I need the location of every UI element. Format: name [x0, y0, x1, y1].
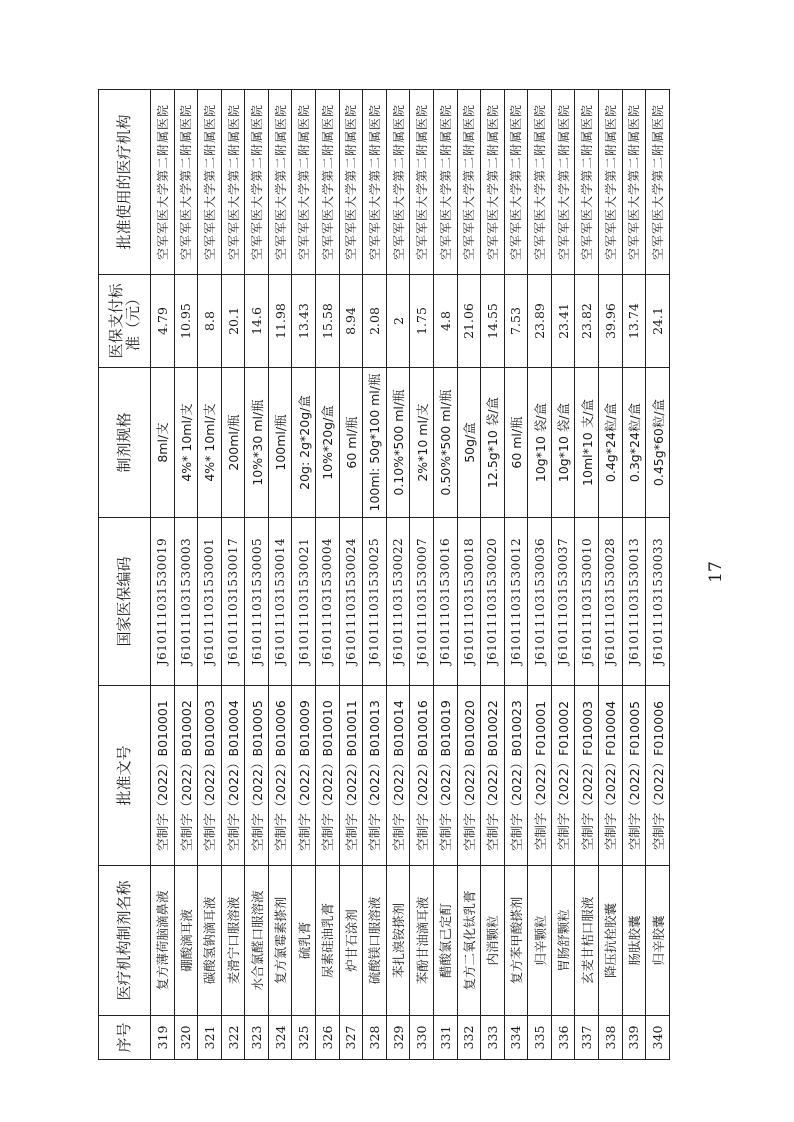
cell-index: 336 [551, 1016, 575, 1060]
cell-code: J610111031530013 [622, 518, 646, 686]
cell-name: 玄麦甘桔口服液 [575, 866, 599, 1016]
cell-approval: 空制字（2022）B010002 [174, 686, 198, 866]
cell-approval: 空制字（2022）B010013 [363, 686, 387, 866]
cell-index: 337 [575, 1016, 599, 1060]
cell-name: 复方二氧化钛乳膏 [457, 866, 481, 1016]
cell-spec: 0.45g*60粒/盒 [646, 368, 670, 518]
cell-approval: 空制字（2022）F010006 [646, 686, 670, 866]
cell-price: 11.98 [268, 275, 292, 368]
cell-institution: 空军军医大学第二附属医院 [386, 90, 410, 275]
cell-approval: 空制字（2022）B010010 [316, 686, 340, 866]
table-row [410, 90, 434, 1060]
cell-spec: 2%*10 ml/支 [410, 368, 434, 518]
cell-approval: 空制字（2022）B010005 [245, 686, 269, 866]
cell-name: 碳酸氢钠滴耳液 [198, 866, 222, 1016]
cell-name: 肠肽胶囊 [622, 866, 646, 1016]
header-code: 国家医保编码 [99, 518, 151, 686]
table-row [268, 90, 292, 1060]
header-institution: 批准使用的医疗机构 [99, 90, 151, 275]
cell-name: 降压抗栓胶囊 [598, 866, 622, 1016]
cell-code: J610111031530024 [339, 518, 363, 686]
cell-code: J610111031530019 [151, 518, 175, 686]
cell-name: 硫酸镁口服溶液 [363, 866, 387, 1016]
table-row [646, 90, 670, 1060]
cell-code: J610111031530037 [551, 518, 575, 686]
cell-spec: 10ml*10 支/盒 [575, 368, 599, 518]
cell-code: J610111031530028 [598, 518, 622, 686]
page-number: 17 [706, 561, 726, 583]
table-row [245, 90, 269, 1060]
cell-spec: 10%*30 ml/瓶 [245, 368, 269, 518]
cell-price: 7.53 [504, 275, 528, 368]
header-price: 医保支付标准（元） [99, 275, 151, 368]
cell-index: 320 [174, 1016, 198, 1060]
cell-price: 4.8 [433, 275, 457, 368]
cell-institution: 空军军医大学第二附属医院 [410, 90, 434, 275]
cell-price: 4.79 [151, 275, 175, 368]
table-row [598, 90, 622, 1060]
cell-code: J610111031530022 [386, 518, 410, 686]
table-row [198, 90, 222, 1060]
cell-institution: 空军军医大学第二附属医院 [481, 90, 505, 275]
cell-approval: 空制字（2022）B010023 [504, 686, 528, 866]
table-row [174, 90, 198, 1060]
cell-index: 327 [339, 1016, 363, 1060]
cell-name: 复方薄荷脑滴鼻液 [151, 866, 175, 1016]
cell-institution: 空军军医大学第二附属医院 [245, 90, 269, 275]
cell-code: J610111031530016 [433, 518, 457, 686]
cell-price: 23.41 [551, 275, 575, 368]
cell-index: 330 [410, 1016, 434, 1060]
cell-spec: 20g: 2g*20g/盒 [292, 368, 316, 518]
cell-approval: 空制字（2022）B010020 [457, 686, 481, 866]
cell-spec: 100ml/瓶 [268, 368, 292, 518]
cell-institution: 空军军医大学第二附属医院 [363, 90, 387, 275]
cell-spec: 100ml: 50g*100 ml/瓶 [363, 368, 387, 518]
cell-spec: 200ml/瓶 [221, 368, 245, 518]
cell-index: 324 [268, 1016, 292, 1060]
table-row [316, 90, 340, 1060]
cell-index: 325 [292, 1016, 316, 1060]
cell-institution: 空军军医大学第二附属医院 [598, 90, 622, 275]
cell-price: 2.08 [363, 275, 387, 368]
cell-institution: 空军军医大学第二附属医院 [339, 90, 363, 275]
cell-institution: 空军军医大学第二附属医院 [646, 90, 670, 275]
cell-index: 322 [221, 1016, 245, 1060]
cell-spec: 4%* 10ml/支 [198, 368, 222, 518]
cell-code: J610111031530021 [292, 518, 316, 686]
cell-code: J610111031530017 [221, 518, 245, 686]
cell-institution: 空军军医大学第二附属医院 [457, 90, 481, 275]
cell-code: J610111031530025 [363, 518, 387, 686]
table-row [622, 90, 646, 1060]
cell-index: 326 [316, 1016, 340, 1060]
cell-name: 炉甘石涂剂 [339, 866, 363, 1016]
cell-name: 归辛胶囊 [646, 866, 670, 1016]
table-row [457, 90, 481, 1060]
cell-institution: 空军军医大学第二附属医院 [528, 90, 552, 275]
cell-name: 硫乳膏 [292, 866, 316, 1016]
cell-name: 麦滑宁口服溶液 [221, 866, 245, 1016]
table-row [551, 90, 575, 1060]
cell-index: 328 [363, 1016, 387, 1060]
cell-code: J610111031530018 [457, 518, 481, 686]
cell-price: 8.8 [198, 275, 222, 368]
cell-price: 39.96 [598, 275, 622, 368]
cell-approval: 空制字（2022）B010014 [386, 686, 410, 866]
cell-approval: 空制字（2022）F010004 [598, 686, 622, 866]
cell-spec: 10g*10 袋/盒 [528, 368, 552, 518]
cell-institution: 空军军医大学第二附属医院 [433, 90, 457, 275]
cell-code: J610111031530003 [174, 518, 198, 686]
cell-index: 332 [457, 1016, 481, 1060]
table-row [504, 90, 528, 1060]
cell-institution: 空军军医大学第二附属医院 [174, 90, 198, 275]
cell-price: 24.1 [646, 275, 670, 368]
cell-index: 339 [622, 1016, 646, 1060]
cell-price: 21.06 [457, 275, 481, 368]
cell-index: 321 [198, 1016, 222, 1060]
header-row [99, 90, 151, 1060]
cell-institution: 空军军医大学第二附属医院 [292, 90, 316, 275]
cell-institution: 空军军医大学第二附属医院 [268, 90, 292, 275]
cell-institution: 空军军医大学第二附属医院 [316, 90, 340, 275]
table-row [292, 90, 316, 1060]
rotated-table-container [98, 90, 670, 1060]
table-row [363, 90, 387, 1060]
cell-price: 14.6 [245, 275, 269, 368]
cell-price: 15.58 [316, 275, 340, 368]
table-row [528, 90, 552, 1060]
cell-price: 23.89 [528, 275, 552, 368]
table-row [221, 90, 245, 1060]
cell-code: J610111031530005 [245, 518, 269, 686]
cell-approval: 空制字（2022）F010002 [551, 686, 575, 866]
cell-institution: 空军军医大学第二附属医院 [151, 90, 175, 275]
cell-index: 331 [433, 1016, 457, 1060]
table-row [433, 90, 457, 1060]
cell-institution: 空军军医大学第二附属医院 [551, 90, 575, 275]
cell-price: 14.55 [481, 275, 505, 368]
cell-index: 340 [646, 1016, 670, 1060]
table-row [481, 90, 505, 1060]
cell-price: 1.75 [410, 275, 434, 368]
cell-spec: 12.5g*10 袋/盒 [481, 368, 505, 518]
cell-name: 尿素硅油乳膏 [316, 866, 340, 1016]
cell-spec: 50g/盒 [457, 368, 481, 518]
header-name: 医疗机构制剂名称 [99, 866, 151, 1016]
cell-price: 8.94 [339, 275, 363, 368]
cell-code: J610111031530036 [528, 518, 552, 686]
cell-code: J610111031530004 [316, 518, 340, 686]
header-index: 序号 [99, 1016, 151, 1060]
cell-institution: 空军军医大学第二附属医院 [622, 90, 646, 275]
cell-institution: 空军军医大学第二附属医院 [575, 90, 599, 275]
cell-approval: 空制字（2022）B010001 [151, 686, 175, 866]
cell-price: 2 [386, 275, 410, 368]
cell-code: J610111031530014 [268, 518, 292, 686]
cell-index: 338 [598, 1016, 622, 1060]
cell-name: 归辛颗粒 [528, 866, 552, 1016]
table-row [575, 90, 599, 1060]
cell-spec: 0.10%*500 ml/瓶 [386, 368, 410, 518]
cell-approval: 空制字（2022）B010003 [198, 686, 222, 866]
cell-index: 329 [386, 1016, 410, 1060]
cell-index: 323 [245, 1016, 269, 1060]
cell-approval: 空制字（2022）F010005 [622, 686, 646, 866]
cell-spec: 0.3g*24粒/盒 [622, 368, 646, 518]
cell-index: 319 [151, 1016, 175, 1060]
cell-name: 苯酚甘油滴耳液 [410, 866, 434, 1016]
cell-name: 醋酸氯己定酊 [433, 866, 457, 1016]
cell-approval: 空制字（2022）F010003 [575, 686, 599, 866]
cell-approval: 空制字（2022）B010022 [481, 686, 505, 866]
table-row [339, 90, 363, 1060]
cell-name: 硼酸滴耳液 [174, 866, 198, 1016]
cell-name: 胃肠舒颗粒 [551, 866, 575, 1016]
cell-approval: 空制字（2022）B010019 [433, 686, 457, 866]
cell-approval: 空制字（2022）B010009 [292, 686, 316, 866]
drug-table [98, 89, 670, 1060]
cell-spec: 60 ml/瓶 [339, 368, 363, 518]
cell-spec: 8ml/支 [151, 368, 175, 518]
cell-name: 复方氯霉素搽剂 [268, 866, 292, 1016]
cell-approval: 空制字（2022）F010001 [528, 686, 552, 866]
cell-institution: 空军军医大学第二附属医院 [198, 90, 222, 275]
table-body [151, 90, 670, 1060]
cell-code: J610111031530010 [575, 518, 599, 686]
cell-spec: 10%*20g/盒 [316, 368, 340, 518]
cell-approval: 空制字（2022）B010004 [221, 686, 245, 866]
cell-code: J610111031530012 [504, 518, 528, 686]
cell-code: J610111031530001 [198, 518, 222, 686]
cell-spec: 60 ml/瓶 [504, 368, 528, 518]
cell-index: 335 [528, 1016, 552, 1060]
cell-code: J610111031530020 [481, 518, 505, 686]
cell-institution: 空军军医大学第二附属医院 [504, 90, 528, 275]
cell-index: 333 [481, 1016, 505, 1060]
cell-code: J610111031530007 [410, 518, 434, 686]
cell-approval: 空制字（2022）B010011 [339, 686, 363, 866]
cell-name: 内消颗粒 [481, 866, 505, 1016]
cell-name: 水合氯醛口服溶液 [245, 866, 269, 1016]
cell-code: J610111031530033 [646, 518, 670, 686]
cell-price: 13.43 [292, 275, 316, 368]
cell-spec: 4%* 10ml/支 [174, 368, 198, 518]
header-spec: 制剂规格 [99, 368, 151, 518]
table-row [151, 90, 175, 1060]
cell-price: 10.95 [174, 275, 198, 368]
header-approval: 批准文号 [99, 686, 151, 866]
cell-name: 苯扎溴铵搽剂 [386, 866, 410, 1016]
cell-institution: 空军军医大学第二附属医院 [221, 90, 245, 275]
cell-approval: 空制字（2022）B010016 [410, 686, 434, 866]
cell-spec: 0.4g*24粒/盒 [598, 368, 622, 518]
cell-price: 20.1 [221, 275, 245, 368]
table-row [386, 90, 410, 1060]
cell-price: 13.74 [622, 275, 646, 368]
cell-price: 23.82 [575, 275, 599, 368]
cell-approval: 空制字（2022）B010006 [268, 686, 292, 866]
cell-spec: 10g*10 袋/盒 [551, 368, 575, 518]
cell-spec: 0.50%*500 ml/瓶 [433, 368, 457, 518]
cell-name: 复方苯甲酸搽剂 [504, 866, 528, 1016]
cell-index: 334 [504, 1016, 528, 1060]
